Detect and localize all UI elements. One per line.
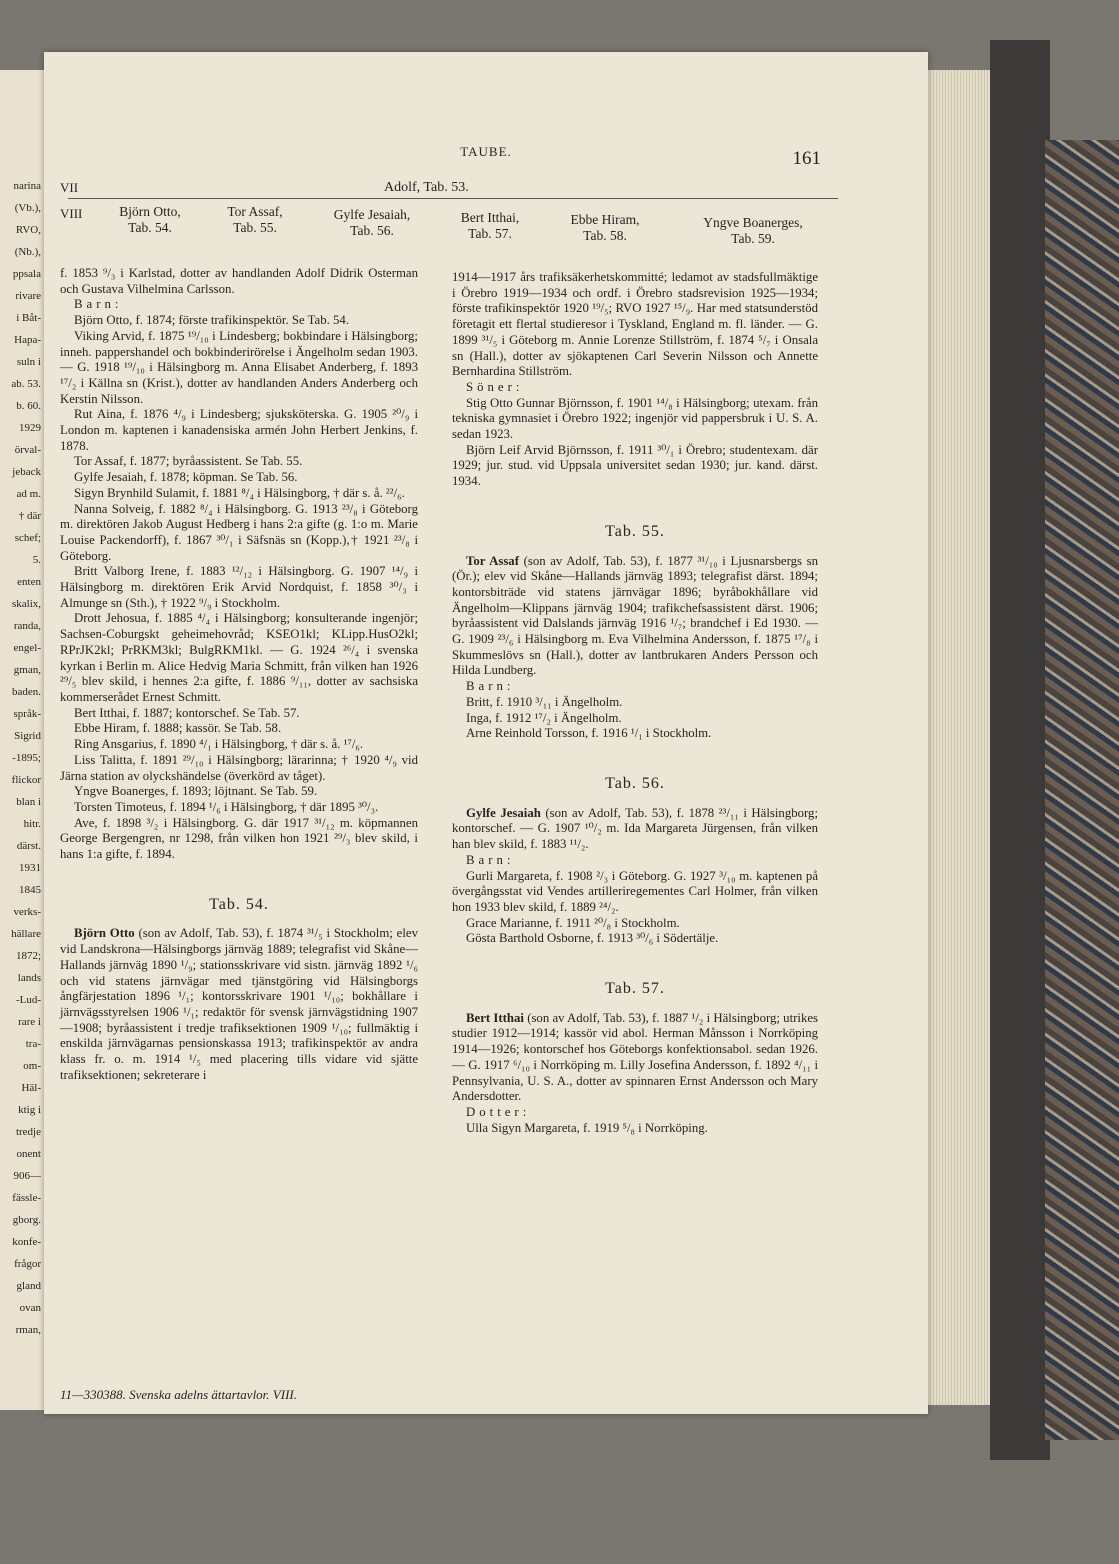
prev-page-fragment: 906— bbox=[13, 1170, 41, 1182]
prev-page-fragment: gland bbox=[16, 1280, 41, 1292]
child-entry: Gylfe Jesaiah, Tab. 56. bbox=[333, 207, 411, 238]
tab-57-heading: Tab. 57. bbox=[605, 980, 665, 998]
running-title: TAUBE. bbox=[460, 144, 512, 159]
prev-page-fragment: blan i bbox=[16, 796, 41, 808]
prev-page-fragment: gman, bbox=[13, 664, 41, 676]
child-paragraph: Grace Marianne, f. 1911 ²⁰/₈ i Stockholm. bbox=[466, 915, 680, 930]
prev-page-fragment: Sigrid bbox=[14, 730, 41, 742]
section-label: Dotter: bbox=[466, 1104, 531, 1119]
prev-page-fragment: tredje bbox=[15, 1126, 41, 1138]
generation-vii-label: VII bbox=[60, 180, 79, 195]
prev-page-fragment: (Nb.), bbox=[14, 246, 41, 258]
prev-page-fragment: (Vb.), bbox=[14, 202, 41, 214]
prev-page-fragment: narina bbox=[13, 180, 41, 192]
child-paragraph: Liss Talitta, f. 1891 ²⁹/₁₀ i Hälsingborg; lärarinna; † 1920 ⁴/₉ vid Järna station av olyckshändelse (överkörd av tåget). bbox=[60, 752, 418, 783]
prev-page-fragment: 5. bbox=[32, 554, 41, 566]
prev-page-fragment: konfe- bbox=[12, 1236, 41, 1248]
prev-page-fragment: rivare bbox=[15, 290, 41, 302]
book-cover-edge bbox=[990, 40, 1050, 1460]
section-label: Söner: bbox=[466, 379, 524, 394]
child-entry: Björn Otto, Tab. 54. bbox=[119, 204, 181, 235]
child-entry: Ebbe Hiram, Tab. 58. bbox=[570, 212, 640, 243]
prev-page-fragment: baden. bbox=[11, 686, 41, 698]
prev-page-fragment: † där bbox=[18, 510, 41, 522]
prev-page-fragment: verks- bbox=[13, 906, 41, 918]
prev-page-fragment: 1872; bbox=[15, 950, 41, 962]
section-label: Barn: bbox=[466, 852, 515, 867]
previous-page-fragment bbox=[0, 70, 46, 1410]
prev-page-fragment: onent bbox=[16, 1148, 41, 1160]
section-label: Barn: bbox=[74, 297, 123, 312]
child-paragraph: Britt Valborg Irene, f. 1883 ¹²/₁₂ i Hälsingborg. G. 1907 ¹⁴/₉ i Hälsingborg m. direktören Erik Arvid Nordquist, f. 1858 ³⁰/₃ i Almunge sn (Sth.), † 1922 ⁹/₉ i Stockholm. bbox=[60, 564, 418, 610]
child-entry: Tor Assaf, Tab. 55. bbox=[227, 204, 283, 235]
prev-page-fragment: -1895; bbox=[12, 752, 41, 764]
child-paragraph: Ulla Sigyn Margareta, f. 1919 ⁵/₈ i Norrköping. bbox=[466, 1120, 708, 1135]
left-text-column bbox=[60, 266, 418, 1083]
child-paragraph: Viking Arvid, f. 1875 ¹⁹/₁₀ i Lindesberg; bokbindare i Hälsingborg; inneh. pappershandel och bokbinderirörelse i Ängelholm sedan 1903. — G. 1918 ¹⁹/₁₀ i Hälsingborg m. Anna Elisabet Anderberg, f. 1893 ¹⁷/₂ i Källna sn (Krist.), dotter av handlanden Anders Anderberg och Kerstin Nilsson. bbox=[60, 328, 418, 406]
child-paragraph: Björn Otto, f. 1874; förste trafikinspektör. Se Tab. 54. bbox=[74, 313, 350, 328]
prev-page-fragment: tra- bbox=[25, 1038, 41, 1050]
child-paragraph: Drott Jehosua, f. 1885 ⁴/₄ i Hälsingborg; konsulterande ingenjör; Sachsen-Coburgskt geheimehovråd; KSEO1kl; KLipp.HusO2kl; RPrJK2kl; PrRKM3kl; BulgRKM1kl. — G. 1924 ²⁶/₄ i svenska kyrkan i Berlin m. Alice Hedvig Maria Schmitt, från vilken han 1926 ²⁹/₅ blev skild, i hennes 2:a gifte, f. 1886 ⁹/₁₁, dotter av sachsiska kommerserådet Ernest Schmitt. bbox=[60, 611, 418, 704]
child-paragraph: Ave, f. 1898 ³/₂ i Hälsingborg. G. där 1917 ³¹/₁₂ m. köpmannen George Bergengren, nr 1298, från vilken hon 1921 ²⁹/₃ blev skild, i hans 1:a gifte, f. 1894. bbox=[60, 815, 418, 862]
prev-page-fragment: rman, bbox=[15, 1324, 41, 1336]
prev-page-fragment: i Båt- bbox=[16, 312, 41, 324]
tab-56-entry: Gylfe Jesaiah (son av Adolf, Tab. 53), f. 1878 ²³/₁₁ i Hälsingborg; kontorschef. — G. 1907 ¹⁰/₂ m. Ida Margareta Jürgensen, från vilken han blev skild, f. 1883 ¹¹/₂. bbox=[452, 805, 818, 852]
prev-page-fragment: om- bbox=[23, 1060, 41, 1072]
prev-page-fragment: gborg. bbox=[12, 1214, 41, 1226]
page-footer: 11—330388. Svenska adelns ättartavlor. VIII. bbox=[60, 1387, 297, 1402]
child-paragraph: Sigyn Brynhild Sulamit, f. 1881 ⁸/₄ i Hälsingborg, † där s. å. ²²/₆. bbox=[74, 485, 405, 500]
tab-56-heading: Tab. 56. bbox=[605, 774, 665, 792]
tab-54-entry: Björn Otto (son av Adolf, Tab. 53), f. 1874 ³¹/₅ i Stockholm; elev vid Landskrona—Hälsingborgs järnväg 1889; telegrafist vid Skåne—Hallands järnväg 1890 ¹/₉; stationsskrivare vid sistn. järnväg 1892 ¹/₆ och vid statens järnvägar med tjänstgöring vid Hälsingborgs ångfärjestation 1896 ¹/₁; kontorsskrivare 1901 ¹/₁₀; bokhållare i järnvägsstyrelsen 1906 ¹/₁; redaktör för svensk järnvägstidning 1907—1908; byråassistent i tredje trafiksektionen 1909 ¹/₁₀; fullmäktig i enskilda järnvägarnas pensionskassa 1913; trafikinspektör av andra klass fr. o. m. 1914 ¹/₅ med placering tills vidare vid sjätte trafiksektionen; sekreterare i bbox=[60, 926, 418, 1082]
page-stack-edges bbox=[928, 70, 990, 1405]
child-paragraph: Gylfe Jesaiah, f. 1878; köpman. Se Tab. 56. bbox=[74, 470, 298, 485]
prev-page-fragment: ovan bbox=[19, 1302, 41, 1314]
prev-page-fragment: därst. bbox=[16, 840, 41, 852]
prev-page-fragment: rare i bbox=[18, 1016, 41, 1028]
generation-viii-label: VIII bbox=[60, 206, 83, 221]
child-paragraph: Gösta Barthold Osborne, f. 1913 ³⁰/₆ i Södertälje. bbox=[466, 931, 719, 946]
prev-page-fragment: fässle- bbox=[12, 1192, 41, 1204]
child-entry: Yngve Boanerges, Tab. 59. bbox=[703, 215, 803, 246]
prev-page-fragment: 1845 bbox=[19, 884, 41, 896]
book-page bbox=[44, 52, 928, 1414]
child-paragraph: Bert Itthai, f. 1887; kontorschef. Se Tab. 57. bbox=[74, 705, 300, 720]
paragraph: 1914—1917 års trafiksäkerhetskommitté; ledamot av stadsfullmäktige i Örebro 1919—1934 och ordf. i Örebro stadsrevision 1925—1934; förste trafikinspektör 1920 ¹⁹/₅; RVO 1927 ¹⁵/₉. Har med statsunderstöd företagit ett flertal studieresor i Tyskland, England m. fl. länder. — G. 1899 ³¹/₅ i Göteborg m. Annie Lorenze Stillström, f. 1874 ⁵/₇ i Onsala sn (Hall.), dotter av sjökaptenen Carl Severin Nilsson och Annette Bernhardina Stillström. bbox=[452, 270, 818, 379]
prev-page-fragment: ab. 53. bbox=[11, 378, 41, 390]
prev-page-fragment: randa, bbox=[13, 620, 41, 632]
tab-55-heading: Tab. 55. bbox=[605, 522, 665, 540]
prev-page-fragment: hitr. bbox=[23, 818, 41, 830]
prev-page-fragment: frågor bbox=[14, 1258, 41, 1270]
marbled-endpaper bbox=[1045, 140, 1119, 1440]
prev-page-fragment: skalix, bbox=[11, 598, 41, 610]
page-number: 161 bbox=[792, 148, 821, 169]
prev-page-fragment: enten bbox=[17, 576, 41, 588]
child-paragraph: Arne Reinhold Torsson, f. 1916 ¹/₁ i Stockholm. bbox=[466, 726, 712, 741]
prev-page-fragment: b. 60. bbox=[16, 400, 41, 412]
tab-54-heading: Tab. 54. bbox=[209, 895, 269, 913]
generation-vii-parent: Adolf, Tab. 53. bbox=[384, 180, 469, 195]
tab-57-entry: Bert Itthai (son av Adolf, Tab. 53), f. 1887 ¹/₂ i Hälsingborg; utrikes studier 1912—1914; kassör vid abol. Herman Månsson i Norrköping 1914—1926; kontorschef hos Göteborgs konfektionsabol. sedan 1926. — G. 1917 ⁶/₁₀ i Norrköping m. Lilly Josefina Andersson, f. 1892 ⁴/₁₁ i Pennsylvania, U. S. A., dotter av spinnaren Ernst Andersson och Mary Andersdotter. bbox=[452, 1010, 819, 1104]
prev-page-fragment: Hapa- bbox=[14, 334, 41, 346]
prev-page-fragment: 1929 bbox=[19, 422, 41, 434]
prev-page-fragment: flickor bbox=[11, 774, 41, 786]
child-paragraph: Yngve Boanerges, f. 1893; löjtnant. Se Tab. 59. bbox=[74, 784, 318, 799]
prev-page-fragment: suln i bbox=[16, 356, 41, 368]
section-label: Barn: bbox=[466, 679, 515, 694]
paragraph: f. 1853 ⁹/₃ i Karlstad, dotter av handlanden Adolf Didrik Osterman och Gustava Vilhelmina Carlsson. bbox=[60, 266, 418, 296]
generation-divider bbox=[68, 198, 838, 199]
child-paragraph: Ebbe Hiram, f. 1888; kassör. Se Tab. 58. bbox=[74, 721, 282, 736]
child-paragraph: Ring Ansgarius, f. 1890 ⁴/₁ i Hälsingborg, † där s. å. ¹⁷/₆. bbox=[74, 737, 364, 752]
prev-page-fragment: örval- bbox=[14, 444, 41, 456]
prev-page-fragment: ktig i bbox=[18, 1104, 41, 1116]
child-paragraph: Torsten Timoteus, f. 1894 ¹/₆ i Hälsingborg, † där 1895 ³⁰/₃. bbox=[74, 799, 379, 814]
child-entry: Bert Itthai, Tab. 57. bbox=[460, 210, 520, 241]
child-paragraph: Inga, f. 1912 ¹⁷/₂ i Ängelholm. bbox=[466, 710, 622, 725]
tab-55-entry: Tor Assaf (son av Adolf, Tab. 53), f. 1877 ³¹/₁₀ i Ljusnarsbergs sn (Ör.); elev vid Skåne—Hallands järnväg 1893; telegrafist därst. 1894; kontorsbiträde vid statens järnvägar 1896; byråbokhållare vid Ängelholm—Klippans järnväg 1904; trafikchefsassistent därst. 1906; byråassistent vid Dalslands järnväg 1916 ¹/₇; brandchef i Ed 1930. — G. 1909 ²³/₆ i Hälsingborg m. Eva Vilhelmina Andersson, f. 1875 ¹⁷/₈ i Skummeslövs sn (Hall.), dotter av lantbrukaren Anders Persson och Hilda Lundberg. bbox=[452, 553, 818, 678]
child-paragraph: Tor Assaf, f. 1877; byråassistent. Se Tab. 55. bbox=[74, 454, 303, 469]
prev-page-fragment: schef; bbox=[14, 532, 41, 544]
prev-page-fragment: engel- bbox=[13, 642, 41, 654]
prev-page-fragment: RVO, bbox=[15, 224, 41, 236]
prev-page-fragment: lands bbox=[17, 972, 41, 984]
prev-page-fragment: 1931 bbox=[19, 862, 41, 874]
right-text-column bbox=[452, 270, 818, 1136]
child-paragraph: Britt, f. 1910 ³/₁₁ i Ängelholm. bbox=[466, 694, 623, 709]
child-paragraph: Nanna Solveig, f. 1882 ⁸/₄ i Hälsingborg. G. 1913 ²³/₈ i Göteborg m. direktören Jakob August Hedberg i hans 2:a gifte (g. 1:o m. Marie Louise Packendorff), f. 1867 ³⁰/₁ i Säfsnäs sn (Kopp.),† 1921 ²³/₈ i Göteborg. bbox=[60, 501, 418, 563]
prev-page-fragment: ppsala bbox=[12, 268, 41, 280]
prev-page-fragment: hällare bbox=[11, 928, 41, 940]
prev-page-fragment: -Lud- bbox=[15, 994, 41, 1006]
child-paragraph: Stig Otto Gunnar Björnsson, f. 1901 ¹⁴/₈ i Hälsingborg; utexam. från tekniska gymnasiet i Örebro 1922; ingenjör vid pappersbruk i U. S. A. sedan 1923. bbox=[452, 395, 818, 442]
prev-page-fragment: ad m. bbox=[16, 488, 41, 500]
prev-page-fragment: Häl- bbox=[21, 1082, 41, 1094]
child-paragraph: Rut Aina, f. 1876 ⁴/₉ i Lindesberg; sjuksköterska. G. 1905 ²⁰/₉ i London m. kaptenen i kanadensiska armén John Herbert Jenkins, f. 1878. bbox=[60, 407, 418, 453]
prev-page-fragment: jeback bbox=[12, 466, 41, 478]
child-paragraph: Gurli Margareta, f. 1908 ²/₃ i Göteborg. G. 1927 ³/₁₀ m. kaptenen på övergångsstat vid Vendes artilleriregementes Carl Holmer, från vilken hon 1933 blev skild, f. 1889 ²⁴/₂. bbox=[452, 868, 818, 914]
child-paragraph: Björn Leif Arvid Björnsson, f. 1911 ³⁰/₁ i Örebro; studentexam. där 1929; jur. stud. vid Uppsala universitet sedan 1930; jur. kand. därst. 1934. bbox=[452, 442, 818, 489]
prev-page-fragment: språk- bbox=[13, 708, 41, 720]
